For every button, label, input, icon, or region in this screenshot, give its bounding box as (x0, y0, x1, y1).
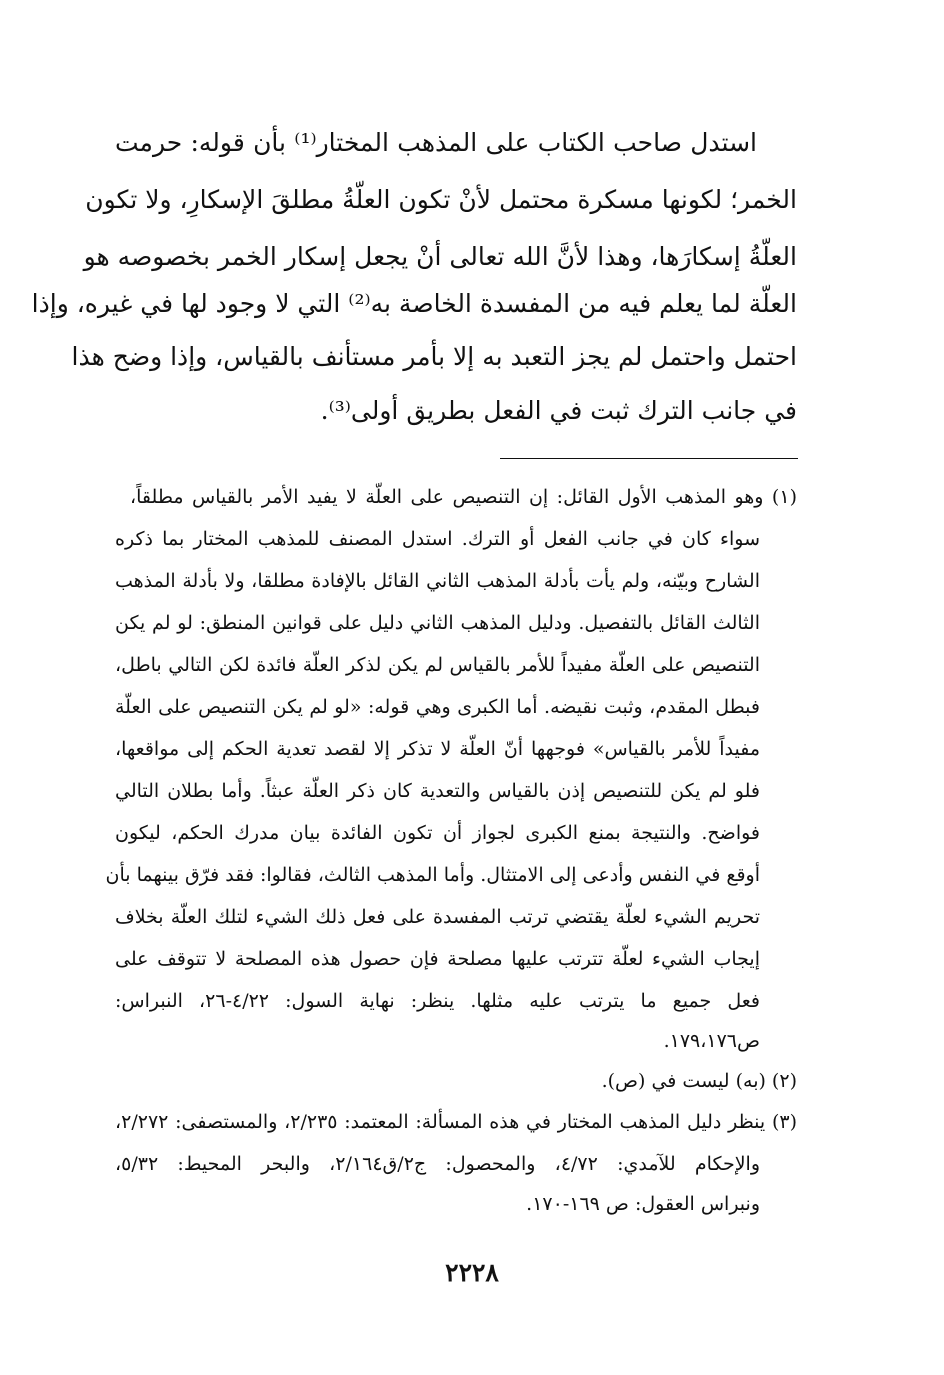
page-number: ٢٢٢٨ (445, 1258, 499, 1287)
main-text-line: العلّةُ إسكارَها، وهذا لأنَّ الله تعالى أنْ يجعل إسكار الخمر بخصوصه هو (83, 242, 797, 271)
footnote-line: سواء كان في جانب الفعل أو الترك. استدل المصنف للمذهب المختار بما ذكره (115, 528, 760, 550)
footnote-line: التنصيص على العلّة مفيداً للأمر بالقياس لم يكن لذكر العلّة فائدة لكن التالي باطل، (115, 654, 760, 676)
main-text-line: العلّة لما يعلم فيه من المفسدة الخاصة به⁽²⁾ التي لا وجود لها في غيره، وإذا (31, 289, 797, 318)
footnote-line: ص١٧٩،١٧٦. (663, 1030, 760, 1052)
footnote-line: الشارح وبيّنه، ولم يأت بأدلة المذهب الثاني القائل بالإفادة مطلقا، ولا بأدلة المذهب (115, 570, 760, 592)
footnote-line: تحريم الشيء لعلّة يقتضي ترتب المفسدة على فعل ذلك الشيء لتلك العلّة بخلاف (115, 906, 760, 928)
main-text-line: استدل صاحب الكتاب على المذهب المختار⁽¹⁾ بأن قوله: حرمت (115, 128, 757, 157)
footnote-line: الثالث القائل بالتفصيل. ودليل المذهب الثاني دليل على قوانين المنطق: لو لم يكن (115, 612, 760, 634)
footnote-line: مفيداً للأمر بالقياس» فوجهها أنّ العلّة لا تذكر إلا لقصد تعدية الحكم إلى مواقعها، (115, 738, 760, 760)
main-text-line: في جانب الترك ثبت في الفعل بطريق أولى⁽³⁾. (320, 396, 797, 425)
footnote-line: فلو لم يكن للتنصيص إذن بالقياس والتعدية كان ذكر العلّة عبثاً. وأما بطلان التالي (115, 780, 760, 802)
footnote-line: فبطل المقدم، وثبت نقيضه. أما الكبرى وهي قوله: «لو لم يكن التنصيص على العلّة (115, 696, 760, 718)
main-text-line: احتمل واحتمل لم يجز التعبد به إلا بأمر مستأنف بالقياس، وإذا وضح هذا (71, 342, 797, 371)
main-text-line: الخمر؛ لكونها مسكرة محتمل لأنْ تكون العلّةُ مطلقَ الإسكارِ، ولا تكون (85, 185, 797, 214)
footnote-line: (٢) (به) ليست في (ص). (601, 1070, 797, 1092)
footnote-line: إيجاب الشيء لعلّة تترتب عليها مصلحة فإن حصول هذه المصلحة لا تتوقف على (115, 948, 760, 970)
footnote-line: فواضح. والنتيجة بمنع الكبرى لجواز أن تكون الفائدة بيان مدرك الحكم، ليكون (115, 822, 760, 844)
footnote-line: والإحكام للآمدي: ٤/٧٢، والمحصول: ج٢/ق٢/١٦٤، والبحر المحيط: ٥/٣٢، (115, 1153, 760, 1175)
footnote-separator (500, 458, 798, 459)
footnote-line: (٣) ينظر دليل المذهب المختار في هذه المسألة: المعتمد: ٢/٢٣٥، والمستصفى: ٢/٢٧٢، (115, 1111, 797, 1133)
footnote-line: ونبراس العقول: ص ١٦٩-١٧٠. (526, 1193, 760, 1215)
footnote-line: فعل جميع ما يترتب عليه مثلها. ينظر: نهاية السول: ٤/٢٢-٢٦، النبراس: (115, 990, 760, 1012)
footnote-line: (١) وهو المذهب الأول القائل: إن التنصيص على العلّة لا يفيد الأمر بالقياس مطلقاً، (130, 486, 797, 508)
footnote-line: أوقع في النفس وأدعى إلى الامتثال. وأما المذهب الثالث، فقالوا: فقد فرّق بينهما بأن (105, 864, 760, 886)
